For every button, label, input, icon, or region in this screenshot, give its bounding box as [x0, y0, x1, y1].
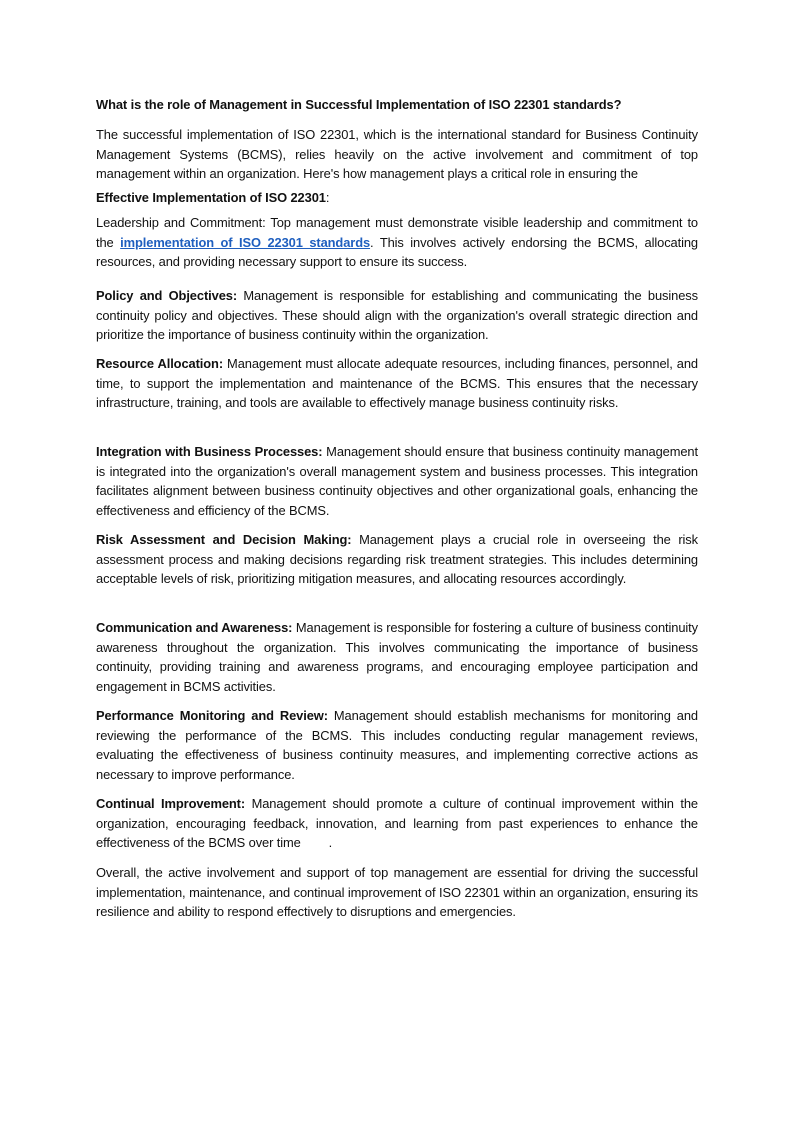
section-text: Management plays a crucial role in overseeing the risk assessment process and making decisions regarding risk treatment strategies. This includes determining acceptable levels of risk, prioritizing mitigation measures, and allocating resources accordingly.: [96, 532, 699, 586]
conclusion-paragraph: Overall, the active involvement and support of top management are essential for driving the successful implementation, maintenance, and continual improvement of ISO 22301 within an organization, ensuring its resilience and ability to respond effectively to disruptions and emergencies.: [96, 865, 698, 919]
section-performance: [96, 706, 698, 784]
section-risk: [96, 530, 698, 589]
intro-paragraph: The successful implementation of ISO 22301, which is the international standard for Business Continuity Management Systems (BCMS), relies heavily on the active involvement and commitment of top management within an organization. Here's how management plays a critical role in ensuring the: [96, 127, 698, 181]
leadership-paragraph: [96, 213, 698, 272]
subheading: [96, 188, 698, 208]
section-heading: Policy and Objectives:: [96, 288, 238, 303]
section-resource: [96, 354, 698, 413]
section-improvement: [96, 794, 702, 853]
section-text: Management must allocate adequate resources, including finances, personnel, and time, to support the implementation and maintenance of the BCMS. This ensures that the necessary infrastructure, training, and tools are available to effectively manage business continuity risks.: [96, 356, 699, 410]
section-heading: Continual Improvement:: [96, 796, 246, 811]
section-policy: [96, 286, 698, 345]
iso-22301-link[interactable]: implementation of ISO 22301 standards: [120, 234, 371, 250]
section-text: Management should establish mechanisms for monitoring and reviewing the performance of the BCMS. This includes conducting regular management reviews, evaluating the effectiveness of business continuity measures, and implementing corrective actions as necessary to improve performance.: [96, 708, 698, 782]
leadership-text-after: . This involves actively endorsing the BCMS, allocating resources, and providing necessary support to ensure its success.: [96, 234, 698, 269]
document-title: What is the role of Management in Successful Implementation of ISO 22301 standards?: [96, 97, 622, 112]
section-text: Management is responsible for establishing and communicating the business continuity policy and objectives. These should align with the organization's overall strategic direction and prioritize the importance of business continuity within the organization.: [96, 288, 698, 342]
leadership-text-before: Leadership and Commitment: Top management must demonstrate visible leadership and commitment to the: [96, 215, 698, 250]
subheading-suffix: :: [325, 190, 330, 205]
section-heading: Integration with Business Processes:: [96, 444, 323, 459]
section-text: Management should promote a culture of continual improvement within the organization, encouraging feedback, innovation, and learning from past experiences to enhance the effectiveness of the BCMS over time .: [96, 796, 702, 850]
section-text: Management is responsible for fostering a culture of business continuity awareness throughout the organization. This involves communicating the importance of business continuity, providing training and awareness programs, and encouraging employee participation and engagement in BCMS activities.: [96, 620, 698, 694]
subheading-text: Effective Implementation of ISO 22301: [96, 190, 326, 205]
section-heading: Communication and Awareness:: [96, 620, 293, 635]
section-heading: Performance Monitoring and Review:: [96, 708, 328, 723]
section-text: Management should ensure that business continuity management is integrated into the organization's overall management system and business processes. This integration facilitates alignment between business continuity objectives and other organizational goals, enhancing the effectiveness and efficiency of the BCMS.: [96, 444, 698, 518]
section-communication: [96, 618, 698, 696]
section-integration: [96, 442, 698, 520]
section-heading: Risk Assessment and Decision Making:: [96, 532, 352, 547]
section-heading: Resource Allocation:: [96, 356, 224, 371]
